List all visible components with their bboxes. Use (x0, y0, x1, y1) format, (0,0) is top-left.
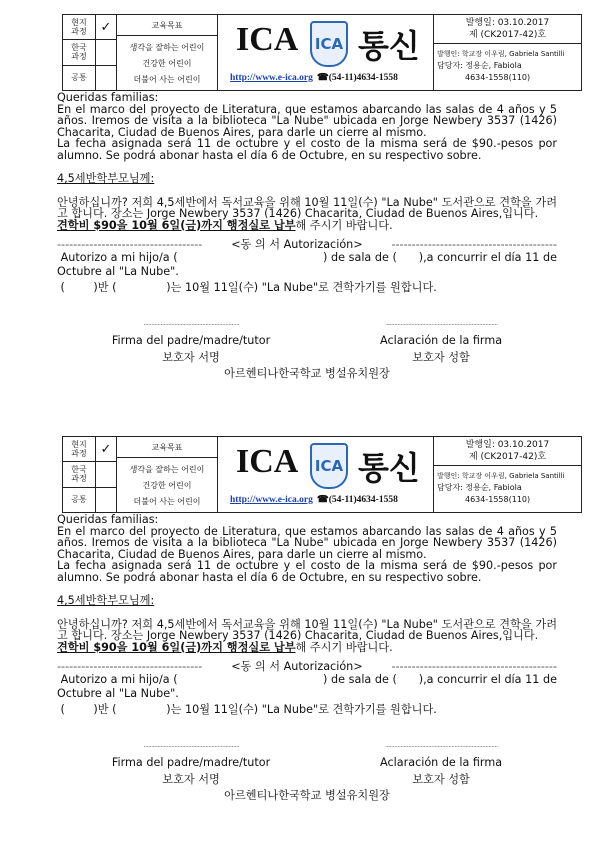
contact: 담당자: 정용순, Fabiola (437, 61, 522, 70)
greeting: Queridas familias: (57, 513, 159, 526)
goal-title: 교육목표 (117, 15, 217, 36)
row-label: 현지 과정 (63, 15, 95, 40)
signature-label: Firma del padre/madre/tutor (111, 755, 271, 769)
letter-body: Queridas familias: En el marco del proyecto de Literatura, que estamos abarcando las salas de 4 años y 5 años. Iremos de visita a la biblioteca "La Nube" ubicada en Jorge Newbery 3537 (1426) Chacarita, Ciudad de Buenos Aires, para darle un cierre al mismo. La fecha asignada será 11 de octubre y el costo de la misma será de $90.-pesos por alumno. Se podrá abonar hasta el día 6 de Octubre, en su respectivo sobre. 4,5세반학부모님께: 안녕하십니까? 저희 4,5세반에서 독서교육을 위해 10월 11일(수) "La Nube" 도서관으로 견학을 가려고 합니다. 장소는 Jorge Newbery 3537 (1426) Chacarita, Ciudad de Buenos Aires,입니다. 견학비 $90을 10월 6일(금)까지 행정실로 납부해 주시기 바랍니다. ------------------------------------ <동 의 서 Autorización> ----------------------------------------- Autorizo a mi hijo/a ( ) de sala de ( ),a concurrir el día 11 de Octubre al "La Nube". ( )반 ( )는 10월 11일(수) "La Nube"로 견학가기를 원합니다. .............................................................. Firma del padre/madre/tutor 보호자 서명 ......................................................................... Aclaración de la firma 보호자 성함 아르헨티나한국학교 병설유치원장 (57, 513, 561, 802)
name-label-ko: 보호자 성함 (412, 773, 470, 786)
name-label: Aclaración de la firma (380, 755, 503, 769)
goal: 더불어 사는 어린이 (133, 74, 201, 84)
payment-notice: 견학비 $90을 10월 6일(금)까지 행정실로 납부 (57, 218, 296, 232)
paragraph: La fecha asignada será 11 de octubre y el costo de la misma será de $90.-pesos por alumno. Se podrá abonar hasta el día 6 de Octubre, en su respectivo sobre. (57, 137, 557, 162)
name-label: Aclaración de la firma (380, 333, 503, 347)
authorization-line: Autorizo a mi hijo/a ( ) de sala de ( ),a concurrir el día 11 de Octubre al "La Nube". (57, 250, 561, 278)
korean-greeting: 4,5세반학부모님께: (57, 594, 155, 607)
row-label: 현지 과정 (63, 437, 95, 462)
signature-label: Firma del padre/madre/tutor (111, 333, 271, 347)
issue-date: 발행일: 03.10.2017 (465, 440, 550, 450)
publisher: 발행인: 학교장 이우림, Gabriela Santilli (437, 472, 565, 480)
website-link[interactable]: http://www.e-ica.org (230, 495, 313, 505)
issue-number: 제 (CK2017-42)호 (468, 452, 547, 462)
paragraph: En el marco del proyecto de Literatura, que estamos abarcando las salas de 4 años y 5 años. Iremos de visita a la biblioteca "La Nube" ubicada en Jorge Newbery 3537 (1426) Chacarita, Ciudad de Buenos Aires, para darle un cierre al mismo. (57, 102, 557, 139)
contact-phone: 4634-1558(110) (465, 73, 531, 82)
phone: ☎(54-11)4634-1558 (316, 495, 398, 505)
paragraph: La fecha asignada será 11 de octubre y el costo de la misma será de $90.-pesos por alumno. Se podrá abonar hasta el día 6 de Octubre, en su respectivo sobre. (57, 559, 557, 584)
signature-label-ko: 보호자 서명 (162, 351, 220, 364)
newsletter-header (62, 14, 582, 91)
newsletter-header (62, 436, 582, 513)
signature-label-ko: 보호자 서명 (162, 773, 220, 786)
name-label-ko: 보호자 성함 (412, 351, 470, 364)
row-label: 공통 (71, 73, 87, 83)
phone: ☎(54-11)4634-1558 (316, 73, 398, 83)
authorization-line: Autorizo a mi hijo/a ( ) de sala de ( ),a concurrir el día 11 de Octubre al "La Nube". (57, 672, 561, 700)
greeting: Queridas familias: (57, 91, 159, 104)
goal: 생각을 잘하는 어린이 (129, 464, 205, 474)
contact-phone: 4634-1558(110) (465, 495, 531, 504)
school-emblem-icon: ICA (310, 21, 348, 67)
letter-copy-1 (0, 0, 600, 420)
school-footer: 아르헨티나한국학교 병설유치원장 (224, 788, 390, 802)
letter-body: Queridas familias: En el marco del proyecto de Literatura, que estamos abarcando las salas de 4 años y 5 años. Iremos de visita a la biblioteca "La Nube" ubicada en Jorge Newbery 3537 (1426) Chacarita, Ciudad de Buenos Aires, para darle un cierre al mismo. La fecha asignada será 11 de octubre y el costo de la misma será de $90.-pesos por alumno. Se podrá abonar hasta el día 6 de Octubre, en su respectivo sobre. 4,5세반학부모님께: 안녕하십니까? 저희 4,5세반에서 독서교육을 위해 10월 11일(수) "La Nube" 도서관으로 견학을 가려고 합니다. 장소는 Jorge Newbery 3537 (1426) Chacarita, Ciudad de Buenos Aires,입니다. 견학비 $90을 10월 6일(금)까지 행정실로 납부해 주시기 바랍니다. ------------------------------------ <동 의 서 Autorización> ----------------------------------------- Autorizo a mi hijo/a ( ) de sala de ( ),a concurrir el día 11 de Octubre al "La Nube". ( )반 ( )는 10월 11일(수) "La Nube"로 견학가기를 원합니다. .............................................................. Firma del padre/madre/tutor 보호자 서명 ......................................................................... Aclaración de la firma 보호자 성함 아르헨티나한국학교 병설유치원장 (57, 91, 561, 380)
check-mark: ✓ (96, 15, 116, 40)
korean-paragraph: 안녕하십니까? 저희 4,5세반에서 독서교육을 위해 10월 11일(수) "La Nube" 도서관으로 견학을 가려고 합니다. 장소는 Jorge Newbery 3537 (1426) Chacarita, Ciudad de Buenos Aires,입니다. (57, 195, 557, 220)
newsletter-title: 통신 (358, 449, 420, 487)
school-footer: 아르헨티나한국학교 병설유치원장 (224, 366, 390, 380)
korean-paragraph: 안녕하십니까? 저희 4,5세반에서 독서교육을 위해 10월 11일(수) "La Nube" 도서관으로 견학을 가려고 합니다. 장소는 Jorge Newbery 3537 (1426) Chacarita, Ciudad de Buenos Aires,입니다. (57, 617, 557, 642)
korean-authorization-line: ( )반 ( )는 10월 11일(수) "La Nube"로 견학가기를 원합니다. (57, 702, 437, 716)
row-label: 한국 과정 (63, 40, 95, 65)
goal-title: 교육목표 (117, 437, 217, 458)
goal: 건강한 어린이 (142, 480, 192, 490)
korean-greeting: 4,5세반학부모님께: (57, 172, 155, 185)
issue-date: 발행일: 03.10.2017 (465, 18, 550, 28)
consent-title: <동 의 서 Autorización> (231, 660, 363, 673)
school-emblem-icon: ICA (310, 443, 348, 489)
paragraph: En el marco del proyecto de Literatura, que estamos abarcando las salas de 4 años y 5 años. Iremos de visita a la biblioteca "La Nube" ubicada en Jorge Newbery 3537 (1426) Chacarita, Ciudad de Buenos Aires, para darle un cierre al mismo. (57, 524, 557, 561)
issue-number: 제 (CK2017-42)호 (468, 30, 547, 40)
goal: 건강한 어린이 (142, 58, 192, 68)
payment-notice: 견학비 $90을 10월 6일(금)까지 행정실로 납부 (57, 640, 296, 654)
row-label: 공통 (71, 495, 87, 505)
letter-copy-2 (0, 422, 600, 842)
logo-text: ICA (236, 443, 299, 480)
contact: 담당자: 정용순, Fabiola (437, 483, 522, 492)
payment-tail: 해 주시기 바랍니다. (295, 640, 393, 654)
goal: 더불어 사는 어린이 (133, 496, 201, 506)
check-mark: ✓ (96, 437, 116, 462)
goal: 생각을 잘하는 어린이 (129, 42, 205, 52)
newsletter-title: 통신 (358, 27, 420, 65)
website-link[interactable]: http://www.e-ica.org (230, 73, 313, 83)
consent-title: <동 의 서 Autorización> (231, 238, 363, 251)
logo-text: ICA (236, 21, 299, 58)
korean-authorization-line: ( )반 ( )는 10월 11일(수) "La Nube"로 견학가기를 원합니다. (57, 280, 437, 294)
publisher: 발행인: 학교장 이우림, Gabriela Santilli (437, 50, 565, 58)
row-label: 한국 과정 (63, 462, 95, 487)
payment-tail: 해 주시기 바랍니다. (295, 218, 393, 232)
